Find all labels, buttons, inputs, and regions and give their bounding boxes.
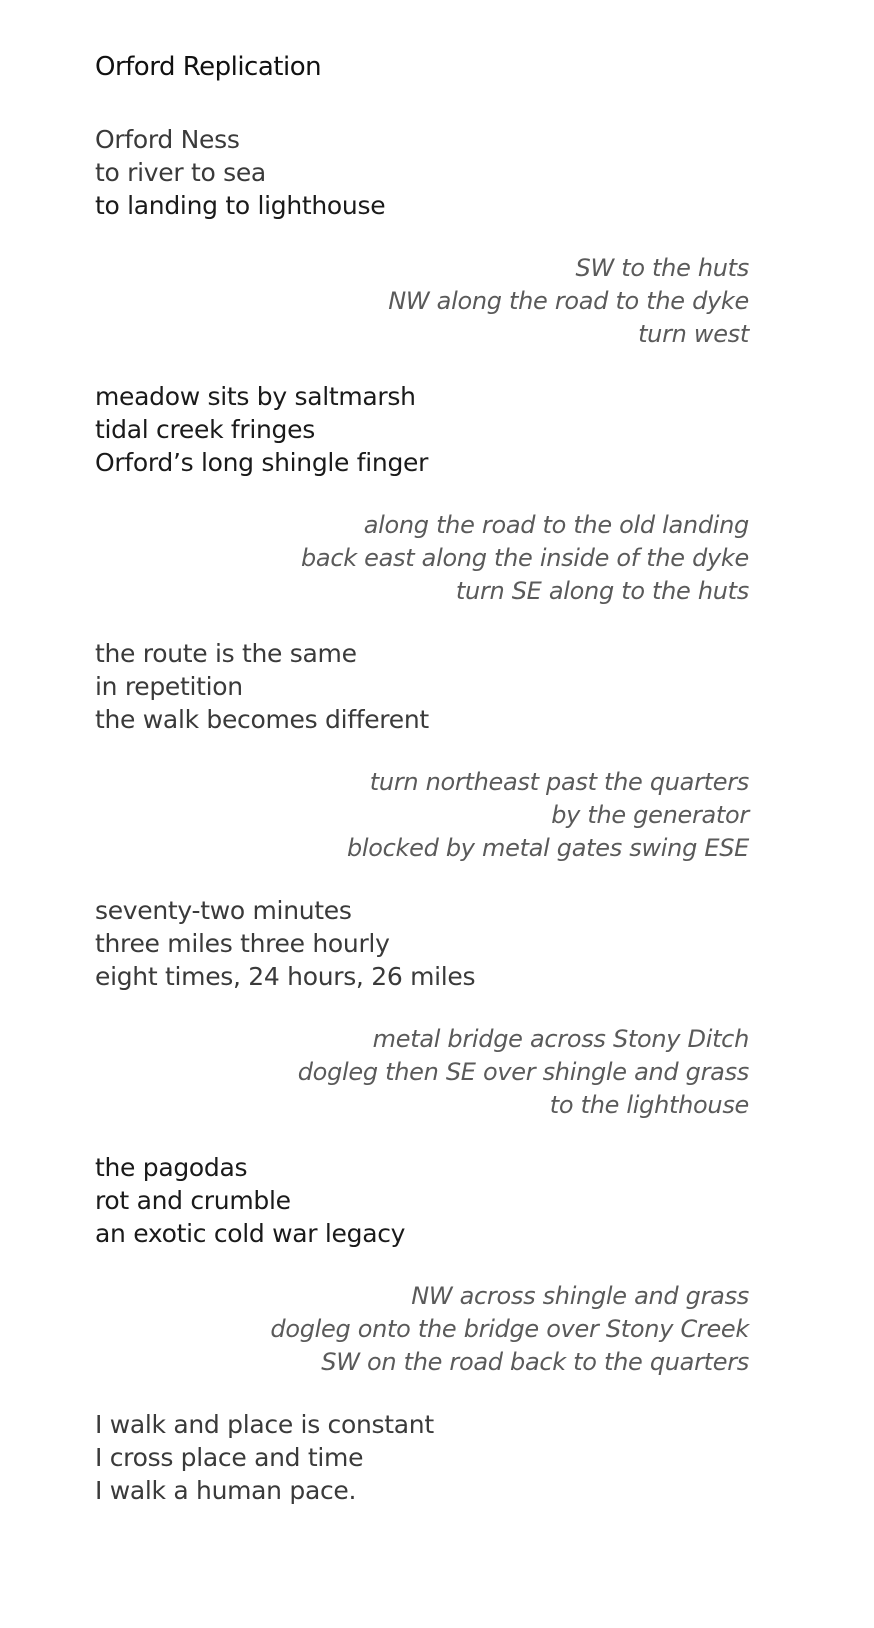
stanza-line: along the road to the old landing <box>363 511 749 539</box>
stanza-line: turn west <box>638 320 749 348</box>
stanza-line: meadow sits by saltmarsh <box>95 382 416 411</box>
stanza-line: dogleg then SE over shingle and grass <box>297 1058 749 1086</box>
stanza-line: to the lighthouse <box>549 1091 749 1119</box>
stanza-line: SW on the road back to the quarters <box>321 1348 749 1376</box>
stanza-6 <box>347 766 749 865</box>
stanza-line: I cross place and time <box>95 1443 364 1472</box>
stanza-8 <box>298 1023 749 1122</box>
stanza-line: turn northeast past the quarters <box>369 768 749 796</box>
stanza-line: in repetition <box>95 672 243 701</box>
stanza-1 <box>95 123 385 222</box>
poem-title: Orford Replication <box>95 52 322 82</box>
stanza-11 <box>95 1408 434 1507</box>
stanza-line: turn SE along to the huts <box>455 577 749 605</box>
stanza-line: three miles three hourly <box>95 929 390 958</box>
stanza-10 <box>270 1280 749 1379</box>
stanza-line: the walk becomes different <box>95 705 429 734</box>
stanza-7 <box>95 894 475 993</box>
stanza-line: by the generator <box>551 801 749 829</box>
stanza-line: Orford’s long shingle finger <box>95 448 429 477</box>
stanza-line: NW across shingle and grass <box>411 1282 749 1310</box>
stanza-line: an exotic cold war legacy <box>95 1219 406 1248</box>
stanza-line: SW to the huts <box>575 254 749 282</box>
stanza-line: to river to sea <box>95 158 266 187</box>
stanza-line: the pagodas <box>95 1153 248 1182</box>
stanza-line: eight times, 24 hours, 26 miles <box>95 962 476 991</box>
stanza-line: NW along the road to the dyke <box>388 287 749 315</box>
stanza-2 <box>388 252 749 351</box>
stanza-line: tidal creek fringes <box>95 415 315 444</box>
stanza-line: Orford Ness <box>95 125 240 154</box>
stanza-line: seventy-two minutes <box>95 896 352 925</box>
stanza-line: back east along the inside of the dyke <box>301 544 749 572</box>
stanza-line: the route is the same <box>95 639 357 668</box>
stanza-line: I walk and place is constant <box>95 1410 434 1439</box>
stanza-line: dogleg onto the bridge over Stony Creek <box>270 1315 749 1343</box>
stanza-3 <box>95 380 428 479</box>
stanza-5 <box>95 637 429 736</box>
stanza-4 <box>301 509 749 608</box>
stanza-9 <box>95 1151 405 1250</box>
stanza-line: to landing to lighthouse <box>95 191 386 220</box>
stanza-line: blocked by metal gates swing ESE <box>346 834 749 862</box>
stanza-line: metal bridge across Stony Ditch <box>372 1025 749 1053</box>
stanza-line: I walk a human pace. <box>95 1476 357 1505</box>
stanza-line: rot and crumble <box>95 1186 291 1215</box>
